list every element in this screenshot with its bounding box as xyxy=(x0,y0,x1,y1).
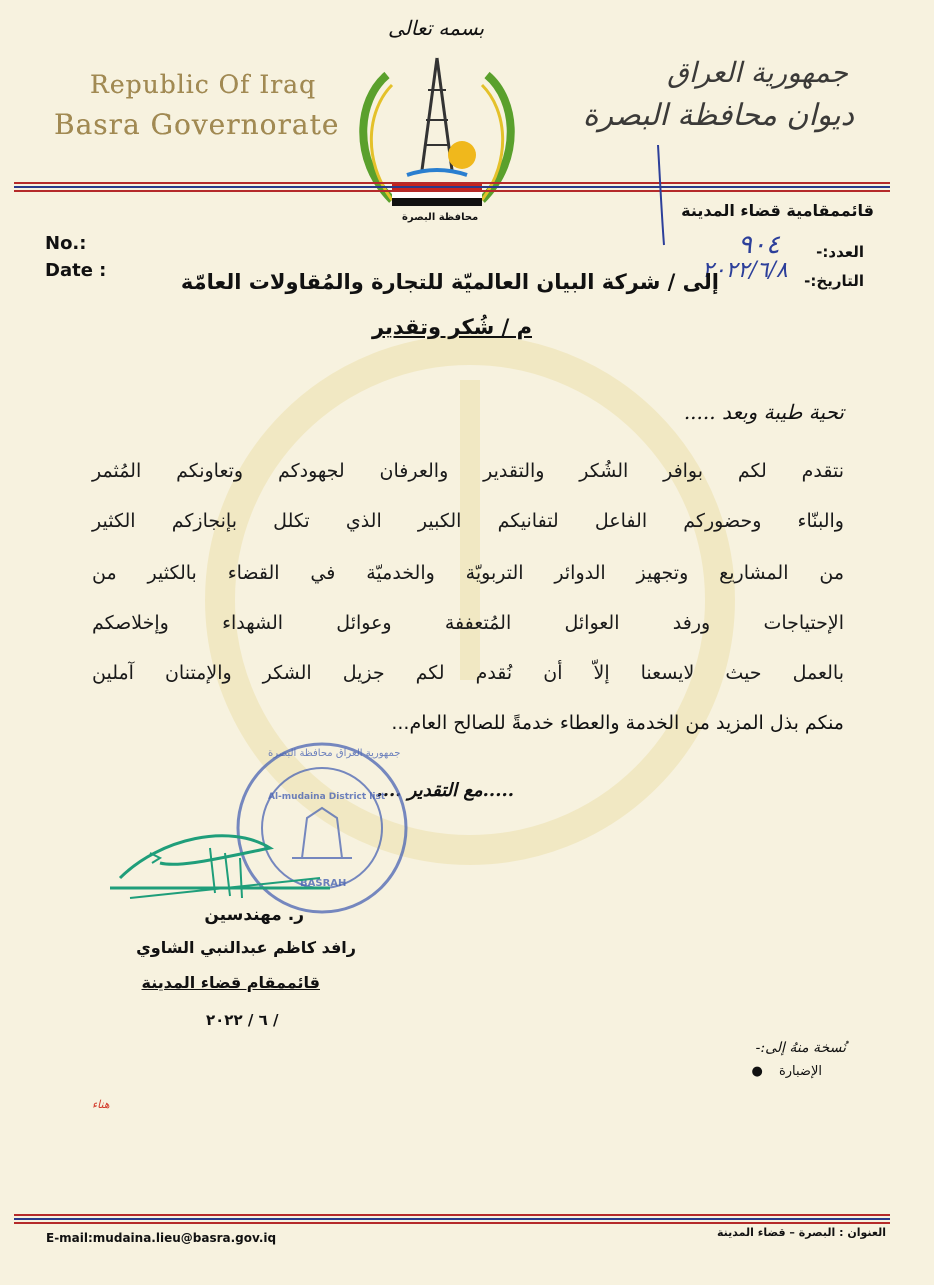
date-ar-label: التاريخ:- xyxy=(804,272,864,290)
governorate-logo xyxy=(352,50,522,225)
number-value: ٩٠٤ xyxy=(738,230,780,260)
stamp-en-text: Al-mudaina District list xyxy=(268,792,386,802)
stamp-inner-text: BASRAH xyxy=(300,878,347,889)
date-value: ٢٠٢٢/٦/٨ xyxy=(702,258,788,283)
footer-rule-red-top xyxy=(14,1214,890,1216)
body-line-2: والبنّاء وحضوركم الفاعل لتفانيكم الكبير الذي تكلل بإنجازكم الكثير xyxy=(92,510,844,532)
header-en-line1: Republic Of Iraq xyxy=(90,70,317,99)
signer-name: رافد كاظم عبدالنبي الشاوي xyxy=(136,938,356,957)
body-line-3: من المشاريع وتجهيز الدوائر التربويّة والخدميّة في القضاء بالكثير من xyxy=(92,562,844,584)
footer-rule-red-bottom xyxy=(14,1222,890,1224)
footer-email: E-mail:mudaina.lieu@basra.gov.iq xyxy=(46,1231,277,1245)
body-line-6: منكم بذل المزيد من الخدمة والعطاء خدمةً للصالح العام... xyxy=(391,712,844,734)
handwritten-signature xyxy=(100,818,340,918)
body-line-1: نتقدم لكم بوافر الشُكر والتقدير والعرفان لجهودكم وتعاونكم المُثمر xyxy=(92,460,844,482)
header-ar-line2: ديوان محافظة البصرة xyxy=(582,98,854,133)
greeting: تحية طيبة وبعد ..... xyxy=(683,400,844,424)
signer-position: قائممقام قضاء المدينة xyxy=(141,973,320,992)
typist-initials: هناء xyxy=(92,1098,110,1111)
body-line-5: بالعمل حيث لايسعنا إلاّ أن نُقدم لكم جزيل الشكر والإمتنان آملين xyxy=(92,662,844,684)
footer-rule-blue xyxy=(14,1218,890,1220)
header-rule-red-bottom xyxy=(14,190,890,192)
header-rule-blue xyxy=(14,186,890,188)
no-label: No.: xyxy=(45,233,87,254)
footer-address: العنوان : البصرة – قضاء المدينة xyxy=(717,1226,886,1239)
ink-mark xyxy=(644,140,684,250)
number-label: العدد:- xyxy=(816,243,864,261)
copy-item-text: الإضبارة xyxy=(778,1064,822,1079)
signer-title: ر. مهندسين xyxy=(204,905,304,925)
header-ar-line1: جمهورية العراق xyxy=(667,56,848,89)
body-line-4: الإحتياجات ورفد العوائل المُتعففة وعوائل الشهداء وإخلاصكم xyxy=(92,612,844,634)
addressee: إلى / شركة البيان العالميّة للتجارة والمُقاولات العامّة xyxy=(180,270,719,294)
signer-date: / ٦ / ٢٠٢٢ xyxy=(206,1011,279,1029)
closing: .....مع التقدير .... xyxy=(376,780,514,801)
basmala: بسمه تعالى xyxy=(388,16,485,40)
bullet-icon: ● xyxy=(751,1064,763,1079)
copy-item xyxy=(751,1064,822,1079)
copy-label: نُسخة منهُ إلى:- xyxy=(755,1040,846,1056)
subject: م / شُكر وتقدير xyxy=(371,315,532,339)
office-name: قائممقامية قضاء المدينة xyxy=(681,201,874,220)
date-label: Date : xyxy=(45,260,107,281)
header-rule-red-top xyxy=(14,182,890,184)
stamp-outer-text: جمهورية العراق محافظة البصرة xyxy=(268,748,401,759)
header-en-line2: Basra Governorate xyxy=(54,108,340,141)
logo-caption: محافظة البصرة xyxy=(402,212,479,223)
